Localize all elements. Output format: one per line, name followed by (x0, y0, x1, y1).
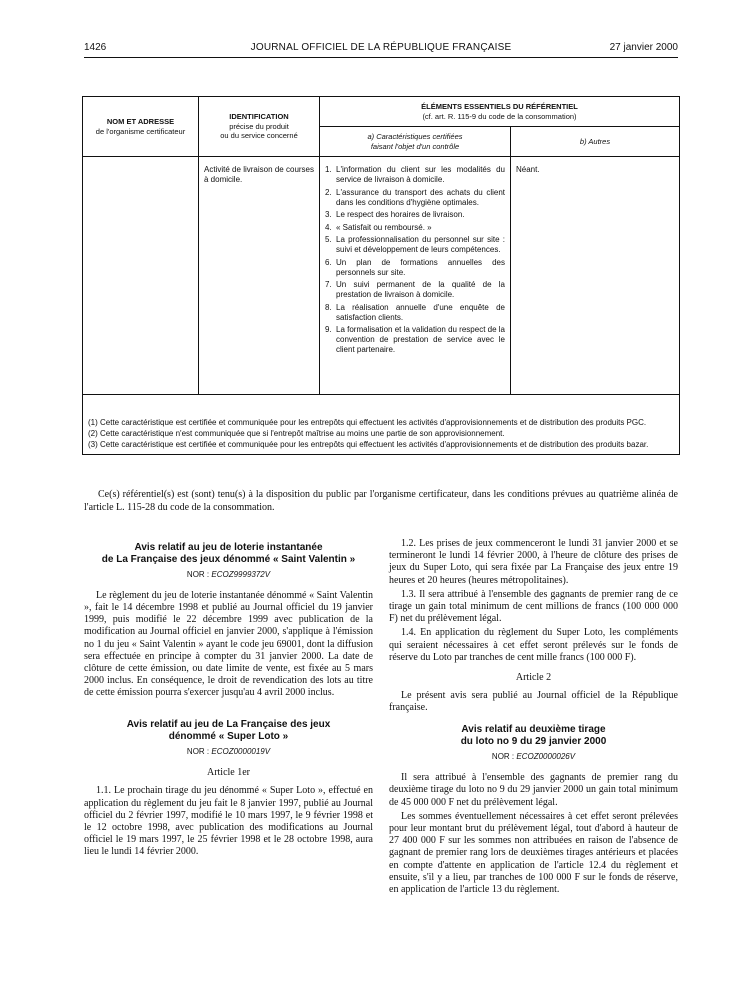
article-2-body: Le présent avis sera publié au Journal officiel de la République française. (389, 690, 678, 714)
criteria-text: Un suivi permanent de la qualité de la prestation de livraison à domicile. (336, 280, 505, 299)
avis2-title: Avis relatif au jeu de La Française des jeux dénommé « Super Loto » (126, 719, 331, 743)
criteria-item (325, 325, 505, 355)
criteria-text: Le respect des horaires de livraison. (336, 210, 465, 219)
cell-organisme (83, 157, 199, 395)
criteria-text: La réalisation annuelle d'une enquête de satisfaction clients. (336, 302, 505, 322)
avis3-body-2: Les sommes éventuellement nécessaires à cet effet seront prélevées pour leur montant brut du prélèvement légal, tout d'abord à hauteur de 27 400 000 F sur les sommes non attribuées en raison de l'absence de gagnant de premier rang lors de deuxièmes tirages antérieurs et placées en compte d'attente en application de l'article 12.4 du règlement et ensuite, s'il y a lieu, par tranches de 100 000 F sur le fonds de réserve, en application de l'article 13 du règlement. (389, 810, 678, 895)
criteria-number: 1. (325, 165, 332, 174)
criteria-text: La formalisation et la validation du respect de la convention de prestation de service avec le client partenaire. (336, 325, 505, 354)
article-1-heading: Article 1er (206, 767, 251, 779)
criteria-item (325, 303, 505, 323)
criteria-item (325, 188, 505, 208)
col-header-caracteristiques: a) Caractéristiques certifiées faisant l'objet d'un contrôle (320, 127, 511, 157)
intro-paragraph: Ce(s) référentiel(s) est (sont) tenu(s) à la disposition du public par l'organisme certificateur, dans les conditions prévues au quatrième alinéa de l'article L. 115-28 du code de la consommation. (84, 489, 678, 513)
col-header-elements: ÉLÉMENTS ESSENTIELS DU RÉFÉRENTIEL (cf. art. R. 115-9 du code de la consommation) (320, 97, 680, 127)
criteria-number: 2. (325, 187, 332, 197)
criteria-number: 4. (325, 222, 332, 232)
criteria-number: 5. (325, 235, 332, 244)
criteria-number: 7. (325, 280, 332, 289)
criteria-text: Un plan de formations annuelles des personnels sur site. (336, 257, 505, 277)
criteria-number: 3. (325, 210, 332, 219)
criteria-item (325, 280, 505, 300)
note-3: (3) Cette caractéristique est certifiée et communiquée pour les entrepôts qui effectuent les activités d'approvisionnements et de distribution des produits bazar. (88, 439, 649, 449)
criteria-number: 6. (325, 257, 332, 267)
criteria-item (325, 223, 505, 233)
journal-title: JOURNAL OFFICIEL DE LA RÉPUBLIQUE FRANÇAISE (250, 42, 512, 53)
page-number: 1426 (84, 42, 107, 53)
criteria-list (325, 165, 505, 355)
referential-table (82, 96, 680, 455)
paragraph-1-3: 1.3. Il sera attribué à l'ensemble des gagnants de premier rang de ce tirage un gain total minimum de cent millions de francs (100 000 000 F) net du prélèvement légal. (389, 588, 678, 625)
cell-autres: Néant. (511, 157, 680, 395)
paragraph-1-4: 1.4. En application du règlement du Super Loto, les compléments qui seraient nécessaires à cet effet seront prélevés sur le fonds de réserve du Loto par tranches de cent mille francs (100 000 F). (389, 627, 678, 663)
table-notes (83, 417, 680, 455)
article-2-heading: Article 2 (515, 671, 552, 683)
avis1-title: Avis relatif au jeu de loterie instantanée de La Française des jeux dénommé « Saint Valentin » (101, 542, 356, 565)
criteria-text: La professionnalisation du personnel sur site : suivi et développement de leurs compétences. (336, 235, 505, 254)
note-2: (2) Cette caractéristique n'est communiquée que si l'entrepôt maîtrise au moins une partie de son approvisionnement. (88, 428, 505, 438)
header-rule (84, 57, 678, 58)
criteria-text: L'information du client sur les modalités du service de livraison à domicile. (336, 165, 505, 184)
cell-criteria (320, 157, 511, 395)
avis2-nor: NOR : ECOZ0000019V (186, 747, 271, 757)
left-column (84, 538, 373, 861)
avis3-nor: NOR : ECOZ0000026V (491, 752, 576, 762)
paragraph-1-2: 1.2. Les prises de jeux commenceront le lundi 31 janvier 2000 et se termineront le lundi 14 février 2000, à l'heure de clôture des prises de jeux du Super Loto, qui sera fixée par La Française des jeux entre 19 heures et 20 heures (heures métropolitaines). (389, 538, 678, 586)
page-header (84, 42, 678, 56)
avis1-nor: NOR : ECOZ9999372V (186, 570, 271, 579)
criteria-item (325, 165, 505, 185)
note-1: (1) Cette caractéristique est certifiée et communiquée pour les entrepôts qui effectuent les activités d'approvisionnements et de distribution des produits PGC. (88, 417, 647, 427)
avis3-body-1: Il sera attribué à l'ensemble des gagnants de premier rang du deuxième tirage du loto no 9 du 29 janvier 2000 un gain total minimum de 45 000 000 F net du prélèvement légal. (389, 772, 678, 808)
table-spacer (83, 395, 680, 417)
col-header-autres: b) Autres (511, 127, 680, 157)
criteria-item (325, 210, 505, 220)
col-header-organisme: NOM ET ADRESSE de l'organisme certificateur (83, 97, 199, 157)
cell-identification: Activité de livraison de courses à domicile. (199, 157, 320, 395)
right-column (389, 538, 678, 898)
criteria-text: « Satisfait ou remboursé. » (336, 222, 432, 232)
paragraph-1-1: 1.1. Le prochain tirage du jeu dénommé « Super Loto », effectué en application du règlement du jeu fait le 8 janvier 1997, publié au Journal officiel du 2 février 1997, modifié le 10 mars 1997, le 9 février 1998 et le 12 octobre 1998, avec publication des modifications au Journal officiel le 19 mars 1997, le 25 février 1998 et le 28 octobre 1998, aura lieu le lundi 14 février 2000. (84, 785, 373, 858)
avis3-title: Avis relatif au deuxième tirage du loto no 9 du 29 janvier 2000 (460, 724, 607, 748)
criteria-number: 8. (325, 302, 332, 312)
criteria-number: 9. (325, 325, 332, 334)
criteria-text: L'assurance du transport des achats du client dans les conditions d'hygiène optimales. (336, 187, 505, 207)
issue-date: 27 janvier 2000 (609, 42, 678, 53)
avis1-body: Le règlement du jeu de loterie instantanée dénommé « Saint Valentin », fait le 14 décembre 1998 et publié au Journal officiel du 19 janvier 1999, puis modifié le 22 décembre 1999 avec publication de la modification au Journal officiel en janvier 2000, s'applique à l'émission no 1 du jeu « Saint Valentin » ayant le code jeu 69001, dont la diffusion sera effectuée en principe à compter du 31 janvier 2000. La date de clôture de cette émission, ou date limite de vente, est fixée au 5 mars 2000 inclus. En conséquence, le droit de revendication des lots au titre de cette émission pourra s'exercer jusqu'au 4 avril 2000 inclus. (84, 589, 373, 699)
criteria-item (325, 235, 505, 255)
criteria-item (325, 258, 505, 278)
col-header-identification: IDENTIFICATION précise du produit ou du service concerné (199, 97, 320, 157)
